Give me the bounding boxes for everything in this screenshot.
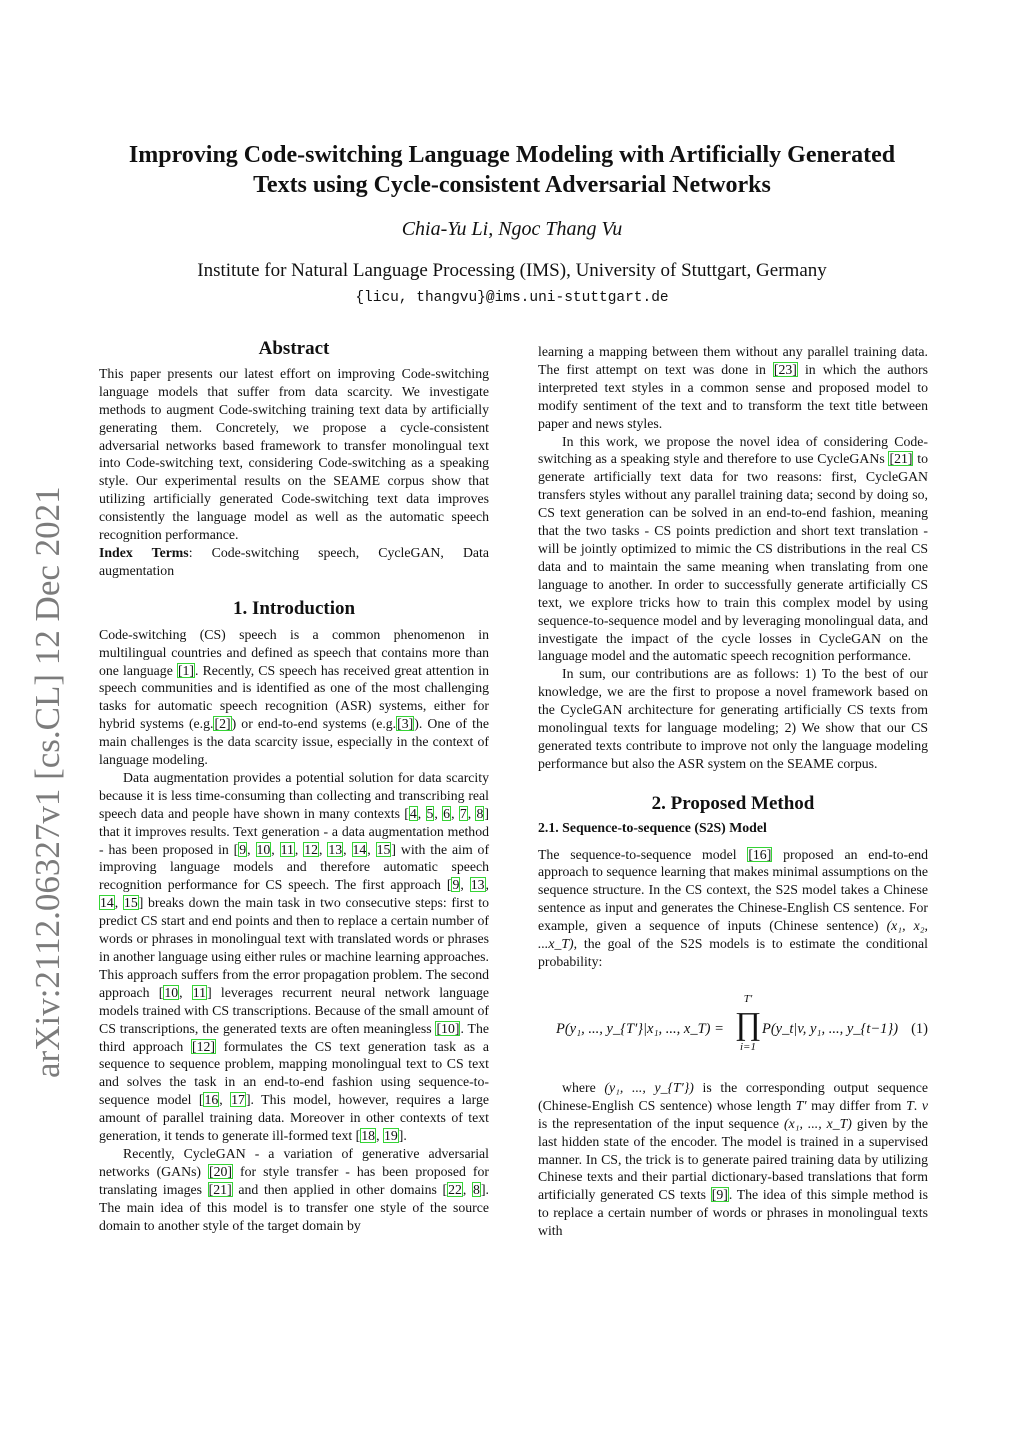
math-inline: (x₁, ..., x_T)	[783, 1115, 852, 1131]
citation-link[interactable]: 8	[473, 1181, 480, 1197]
s2s-paragraph: The sequence-to-sequence model [16] proposed an end-to-end approach to sequence learning that makes minimal assumptions on the sequence structure. In the CS context, the S2S model takes a Chinese sentence as input and generates the Chinese-English CS sentence. For example, given a sequence of inputs (Chinese sentence) (x₁, x₂, ...x_T), the goal of the S2S models is to estimate the conditional probability:	[538, 846, 929, 969]
equation-1	[538, 991, 928, 1071]
citation-link[interactable]: 17	[231, 1092, 245, 1108]
citation-link[interactable]: 13	[328, 841, 343, 857]
citation-link[interactable]: 10	[256, 841, 271, 857]
email[interactable]	[0, 288, 1024, 306]
citation-link[interactable]: 22	[448, 1181, 462, 1197]
product-lower-limit: i=1	[740, 1040, 756, 1053]
citation-link[interactable]: 19	[383, 1128, 398, 1144]
citation-link[interactable]: [1]	[177, 662, 195, 678]
citation-link[interactable]: [12]	[192, 1038, 215, 1054]
citation-link[interactable]: 14	[352, 841, 367, 857]
citation-link[interactable]: 15	[123, 895, 138, 911]
citation-link[interactable]: 16	[204, 1092, 219, 1108]
citation-link[interactable]: 18	[361, 1128, 376, 1144]
math-inline: T′	[795, 1097, 807, 1113]
math-inline: (y₁, ..., y_{T′})	[604, 1079, 694, 1095]
s2s-subsection-heading: 2.1. Sequence-to-sequence (S2S) Model	[538, 819, 767, 835]
contributions-paragraph: In sum, our contributions are as follows: 1) To the best of our knowledge, we are the first to propose a novel framework based on the CycleGAN architecture for generating artificially CS texts from monolingual texts for language modeling; 2) We show that our CS generated texts contribute to improve not only the language modeling performance but also the ASR system on the SEAME corpus.	[538, 666, 928, 771]
equation-lhs: P(y₁, ..., y_{T′}|x₁, ..., x_T) =	[556, 1020, 724, 1037]
citation-link[interactable]: 9	[452, 877, 460, 893]
citation-link[interactable]: [16]	[748, 846, 772, 862]
citation-link[interactable]: [23]	[773, 361, 797, 377]
citation-link[interactable]: [21]	[889, 451, 913, 467]
citation-link[interactable]: 6	[443, 805, 451, 821]
citation-link[interactable]: 14	[100, 895, 114, 911]
abstract-heading: Abstract	[258, 338, 330, 359]
equation-rhs: P(y_t|v, y₁, ..., y_{t−1})	[762, 1020, 899, 1037]
right-paragraph-1: learning a mapping between them without any parallel training data. The first attempt on text was done in [23] in which the authors interpreted text styles in a common sense and proposed model to modify sentiment of the text and to transform the text title between paper and news styles.	[538, 344, 929, 431]
math-inline: T	[906, 1097, 914, 1113]
equation-number: (1)	[911, 1020, 928, 1037]
citation-link[interactable]: [9]	[711, 1187, 728, 1203]
title-line-2: Texts using Cycle-consistent Adversarial Networks	[253, 172, 771, 198]
right-column	[538, 343, 928, 1240]
citation-link[interactable]: 10	[164, 984, 179, 1000]
citation-link[interactable]: 11	[192, 984, 207, 1000]
abstract-text: This paper presents our latest effort on improving Code-switching language models that suffer from data scarcity. We investigate methods to augment Code-switching training text data by artificially generating them. Concretely, we propose a cycle-consistent adversarial networks based framework to transfer monolingual text into Code-switching text, considering Code-switching as a speaking style. Our experimental results on the SEAME corpus show that utilizing artificially generated Code-switching text data improves consistently the language model as well as the automatic speech recognition performance.	[99, 365, 489, 543]
citation-link[interactable]: 13	[470, 877, 485, 893]
citation-link[interactable]: [2]	[214, 716, 231, 732]
citation-link[interactable]: 9	[239, 841, 247, 857]
product-operator	[735, 991, 761, 1057]
arxiv-stamp[interactable]: arXiv:2112.06327v1 [cs.CL] 12 Dec 2021	[28, 486, 67, 1078]
index-terms: Index Terms: Code-switching speech, CycleGAN, Data augmentation	[99, 544, 490, 578]
citation-link[interactable]: [10]	[436, 1020, 460, 1036]
citation-link[interactable]: 15	[376, 841, 391, 857]
intro-paragraph-3: Recently, CycleGAN - a variation of generative adversarial networks (GANs) [20] for style transfer - has been proposed for translating images [21] and then applied in other domains [22, 8]. The main idea of this model is to transfer one style of the source domain to another style of the target domain by	[99, 1145, 489, 1233]
citation-link[interactable]: 12	[304, 841, 319, 857]
right-paragraph-2: In this work, we propose the novel idea of considering Code-switching as a speaking style and therefore to use CycleGANs [21] to generate artificially text data for two reasons: first, CycleGAN transfers styles without any parallel training data; second by doing so, CS text generation can be solved in an end-to-end fashion, meaning that the two tasks - CS points prediction and short text translation - will be jointly optimized to mimic the CS distributions in the real CS data and to maintain the same meaning when translating from one language to another. In order to successfully generate artificially CS text, we explore tricks how to train this complex model by using sequence-to-sequence model and by leveraging monolingual data, and investigate the impact of the cycle losses in CycleGAN on the language model and the automatic speech recognition performance.	[538, 433, 928, 664]
introduction-heading: 1. Introduction	[232, 597, 356, 619]
citation-link[interactable]: 5	[426, 805, 434, 821]
affiliation: Institute for Natural Language Processing (IMS), University of Stuttgart, Germany	[197, 260, 827, 281]
citation-link[interactable]: [21]	[208, 1181, 232, 1197]
title-line-1: Improving Code-switching Language Modeling with Artificially Generated	[128, 142, 896, 168]
index-terms-label: Index Terms	[99, 544, 189, 560]
left-column	[99, 340, 489, 1235]
math-inline: v	[921, 1097, 928, 1113]
intro-paragraph-1: Code-switching (CS) speech is a common phenomenon in multilingual countries and defined as speech that contains more than one language [1]. Recently, CS speech has received great attention in speech communities and is identified as one of the most challenging tasks for automatic speech recognition (ASR) systems, either for hybrid systems (e.g.[2]) or end-to-end systems (e.g.[3]). One of the main challenges is the data scarcity issue, especially in the context of language modeling.	[99, 626, 489, 768]
intro-paragraph-2: Data augmentation provides a potential solution for data scarcity because it is less time-consuming than collecting and transcribing real speech data and people have shown in many contexts [4, 5, 6, 7, 8] that it improves results. Text generation - a data augmentation method - has been proposed in [9, 10, 11, 12, 13, 14, 15] with the aim of improving language models and therefore automatic speech recognition performance for CS speech. The first approach [9, 13, 14, 15] breaks down the main task in two consecutive steps: first to predict CS start and end points and then to replace a certain number of words or phrases in monolingual text with translated words or phrases in another language using either rules or machine learning approaches. This approach suffers from the error propagation problem. The second approach [10, 11] leverages recurrent neural network language models trained with CS transcriptions. Because of the small amount of CS transcriptions, the generated texts are often meaningless [10]. The third approach [12] formulates the CS text generation task as a sequence to sequence problem, mapping monolingual text to CS text and solves the task in an end-to-end fashion using sequence-to-sequence model [16, 17]. This model, however, requires a large amount of parallel training data. Moreover in other contexts of text generation, it tends to generate ill-formed text [18, 19].	[99, 769, 490, 1144]
s2s-paragraph-2: where (y₁, ..., y_{T′}) is the corresponding output sequence (Chinese-English CS sentence) whose length T′ may differ from T. v is the representation of the input sequence (x₁, ..., x_T) given by the last hidden state of the encoder. The model is trained in a supervised manner. In CS, the trick is to generate paired training data by utilizing Chinese texts and their partial dictionary-based translations that form artificially generated CS texts [9]. The idea of this simple method is to replace a certain number of words or phrases in monolingual texts with	[538, 1079, 929, 1239]
paper-title	[0, 140, 1024, 200]
product-symbol: ∏	[735, 1004, 762, 1041]
citation-link[interactable]: 7	[459, 805, 467, 821]
proposed-method-heading: 2. Proposed Method	[651, 792, 815, 814]
citation-link[interactable]: 4	[409, 805, 417, 821]
citation-link[interactable]: [20]	[209, 1163, 233, 1179]
product-upper-limit: T′	[743, 992, 753, 1005]
citation-link[interactable]: 11	[280, 841, 294, 857]
authors: Chia-Yu Li, Ngoc Thang Vu	[401, 218, 623, 240]
citation-link[interactable]: [3]	[397, 716, 414, 732]
citation-link[interactable]: 8	[476, 805, 484, 821]
email-address[interactable]: {licu, thangvu}@ims.uni-stuttgart.de	[355, 290, 669, 306]
math-inline: (x₁, x₂, ...x_T)	[538, 918, 928, 952]
